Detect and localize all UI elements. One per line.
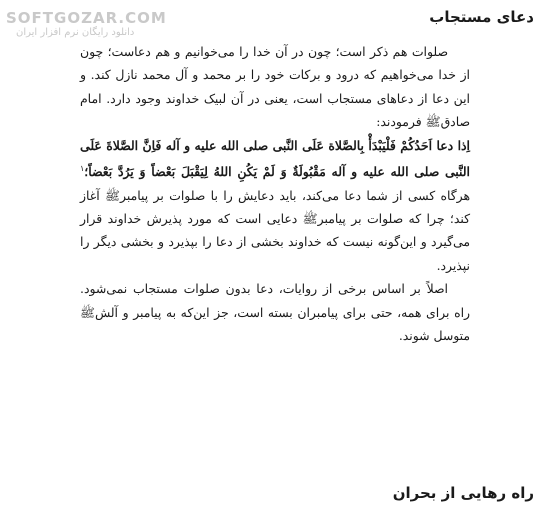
watermark-subtitle: دانلود رایگان نرم افزار ایران bbox=[16, 26, 135, 38]
paragraph-hadith bbox=[80, 134, 470, 278]
section-heading-escape-crisis: راه رهایی از بحران bbox=[392, 484, 534, 502]
paragraph-intro: صلوات هم ذکر است؛ چون در آن خدا را می‌خوانیم و هم دعاست؛ چون از خدا می‌خواهیم که درود و برکات خود را بر محمد و آل محمد نازل کند. و این دعا از دعاهای مستجاب است، یعنی در آن لبیک خداوند وجود دارد. امام صادقﷺ فرمودند: bbox=[80, 44, 470, 130]
hadith-translation: هرگاه کسی از شما دعا می‌کند، باید دعایش را با صلوات بر پیامبرﷺ آغاز کند؛ چرا که صلوات بر پیامبرﷺ دعایی است که مورد پذیرش خداوند قرار می‌گیرد و این‌گونه نیست که خداوند بخشی از دعا را بپذیرد و بخشی دیگر را نپذیرد. bbox=[80, 187, 470, 273]
section-heading-mustajab-prayer: دعای مستجاب bbox=[429, 8, 534, 26]
body-text bbox=[80, 40, 470, 347]
watermark-logo-text: SOFTGOZAR.COM bbox=[6, 9, 167, 27]
footnote-marker[interactable]: ۱ bbox=[80, 164, 85, 174]
hadith-quote: اِذا دعا اَحَدُکُمْ فَلْیَبْدَأْ بِالصَّلاة عَلَی النَّبی صلی الله علیه و آله فَاِنَّ الصَّلاةَ عَلَی النَّبی صلی الله علیه و آله مَقْبُولَةٌ وَ لَمْ یَکُنِ اللهُ لِیَقْبَلَ بَعْضاً وَ یَرُدَّ بَعْضاً؛ bbox=[80, 137, 470, 180]
paragraph-conclusion: اصلاً بر اساس برخی از روایات، دعا بدون صلوات مستجاب نمی‌شود. راه برای همه، حتی برای پیامبران بسته است، جز این‌که به پیامبر و آلشﷺ متوسل شوند. bbox=[80, 281, 470, 343]
watermark bbox=[6, 10, 167, 38]
